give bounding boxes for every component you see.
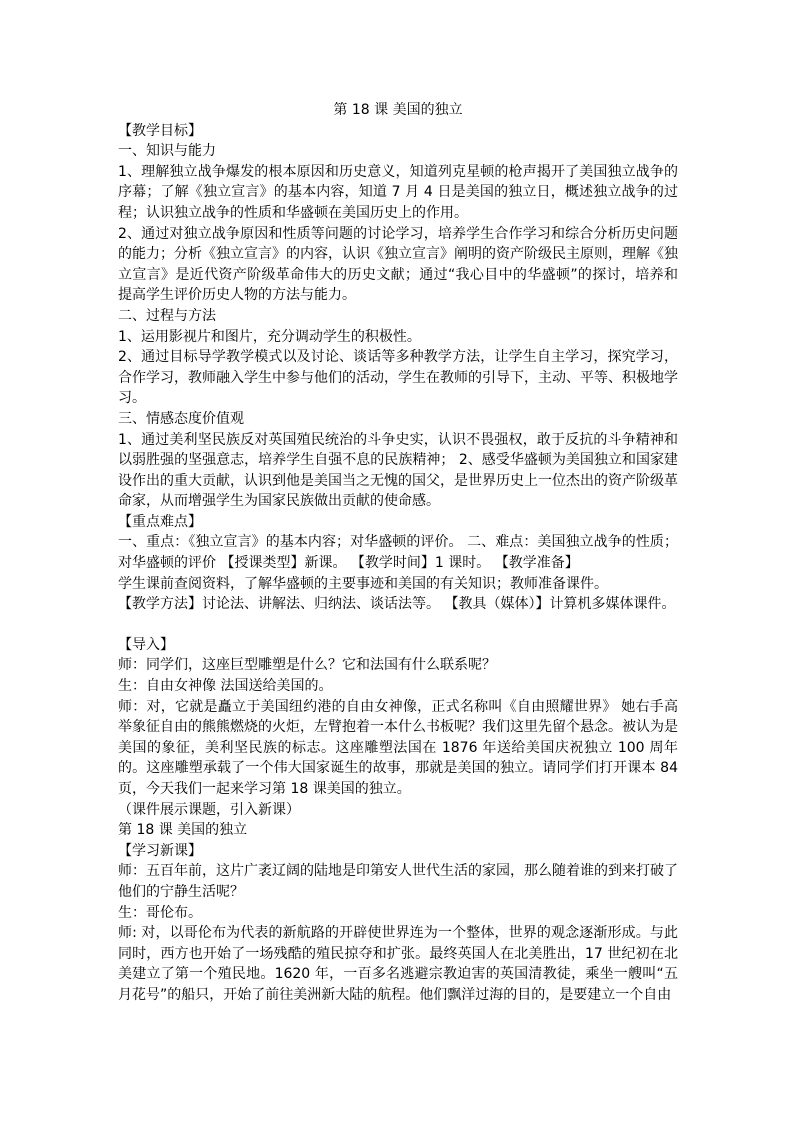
blank-line <box>118 615 678 635</box>
paragraph-preparation: 学生课前查阅资料，了解华盛顿的主要事迹和美国的有关知识；教师准备课件。 <box>118 575 608 592</box>
dialogue-teacher-2: 师：对，它就是矗立于美国纽约港的自由女神像，正式名称叫《自由照耀世界》 她右手高举象征自由的熊熊燃烧的火炬，左臂抱着一本什么书板呢？我们这里先留个悬念。被认为是美国的象征，美利坚民族的标志。这座雕塑法国在 1876 年送给美国庆祝独立 100 周年的。这座雕塑承载了一个伟大国家诞生的故事，那就是美国的独立。请同学们打开课本 84 页，今天我们一起来学习第 18 课美国的独立。 <box>118 698 678 797</box>
paragraph-courseware-note: （课件展示课题，引入新课） <box>118 801 300 818</box>
paragraph-goal-2: 2、通过对独立战争原因和性质等问题的讨论学习，培养学生合作学习和综合分析历史问题的能力；分析《独立宣言》的内容，认识《独立宣言》阐明的资产阶级民主原则，理解《独立宣言》是近代资产阶级革命伟大的历史文献；通过“我心目中的华盛顿”的探讨，培养和提高学生评价历史人物的方法与能力。 <box>118 225 678 304</box>
dialogue-student-1: 生：自由女神像 法国送给美国的。 <box>118 678 333 695</box>
subheading-emotion-values: 三、情感态度价值观 <box>118 410 244 427</box>
lesson-title: 第 18 课 美国的独立 <box>333 102 463 118</box>
subheading-process-method: 二、过程与方法 <box>118 307 216 324</box>
section-heading-teaching-goals: 【教学目标】 <box>118 122 202 139</box>
dialogue-teacher-3: 师：五百年前，这片广袤辽阔的陆地是印第安人世代生活的家园，那么随着谁的到来打破了他们的宁静生活呢？ <box>118 863 678 900</box>
paragraph-emotion: 1、通过美利坚民族反对英国殖民统治的斗争史实，认识不畏强权，敢于反抗的斗争精神和以弱胜强的坚强意志，培养学生自强不息的民族精神； 2、感受华盛顿为美国独立和国家建设作出的重大贡献，认识到他是美国当之无愧的国父，是世界历史上一位杰出的资产阶级革命家，从而增强学生为国家民族做出贡献的使命感。 <box>118 431 678 510</box>
section-heading-key-points: 【重点难点】 <box>118 513 202 530</box>
dialogue-teacher-4: 师: 对，以哥伦布为代表的新航路的开辟使世界连为一个整体，世界的观念逐渐形成。与此同时，西方也开始了一场残酷的殖民掠夺和扩张。最终英国人在北美胜出，17 世纪初在北美建立了第一个殖民地。1620 年，一百多名逃避宗教迫害的英国清教徒，乘坐一艘叫“五月花号”的船只，开始了前往美洲新大陆的航程。他们飘洋过海的目的，是要建立一个自由 <box>118 925 678 1003</box>
paragraph-method-1: 1、运用影视片和图片，充分调动学生的积极性。 <box>118 328 421 345</box>
section-heading-introduction: 【导入】 <box>118 636 174 653</box>
dialogue-teacher-1: 师：同学们，这座巨型雕塑是什么？它和法国有什么联系呢？ <box>118 657 496 674</box>
subheading-knowledge-ability: 一、知识与能力 <box>118 143 216 160</box>
section-heading-new-lesson: 【学习新课】 <box>118 842 202 859</box>
paragraph-key-points: 一、重点：《独立宣言》的基本内容；对华盛顿的评价。 二、难点：美国独立战争的性质；对华盛顿的评价 【授课类型】新课。 【教学时间】1 课时。 【教学准备】 <box>118 534 678 572</box>
dialogue-student-2: 生：哥伦布。 <box>118 904 202 921</box>
paragraph-goal-1: 1、理解独立战争爆发的根本原因和历史意义，知道列克星顿的枪声揭开了美国独立战争的序幕；了解《独立宣言》的基本内容，知道 7 月 4 日是美国的独立日，概述独立战争的过程；认识独立战争的性质和华盛顿在美国历史上的作用。 <box>118 163 678 221</box>
paragraph-lesson-title-repeat: 第 18 课 美国的独立 <box>118 822 248 839</box>
paragraph-method-2: 2、通过目标导学教学模式以及讨论、谈话等多种教学方法，让学生自主学习，探究学习，合作学习，教师融入学生中参与他们的活动，学生在教师的引导下，主动、平等、积极地学习。 <box>118 349 678 407</box>
document-page <box>118 100 678 1006</box>
paragraph-teaching-method: 【教学方法】讨论法、讲解法、归纳法、谈话法等。 【教具（媒体）】计算机多媒体课件。 <box>118 596 676 613</box>
